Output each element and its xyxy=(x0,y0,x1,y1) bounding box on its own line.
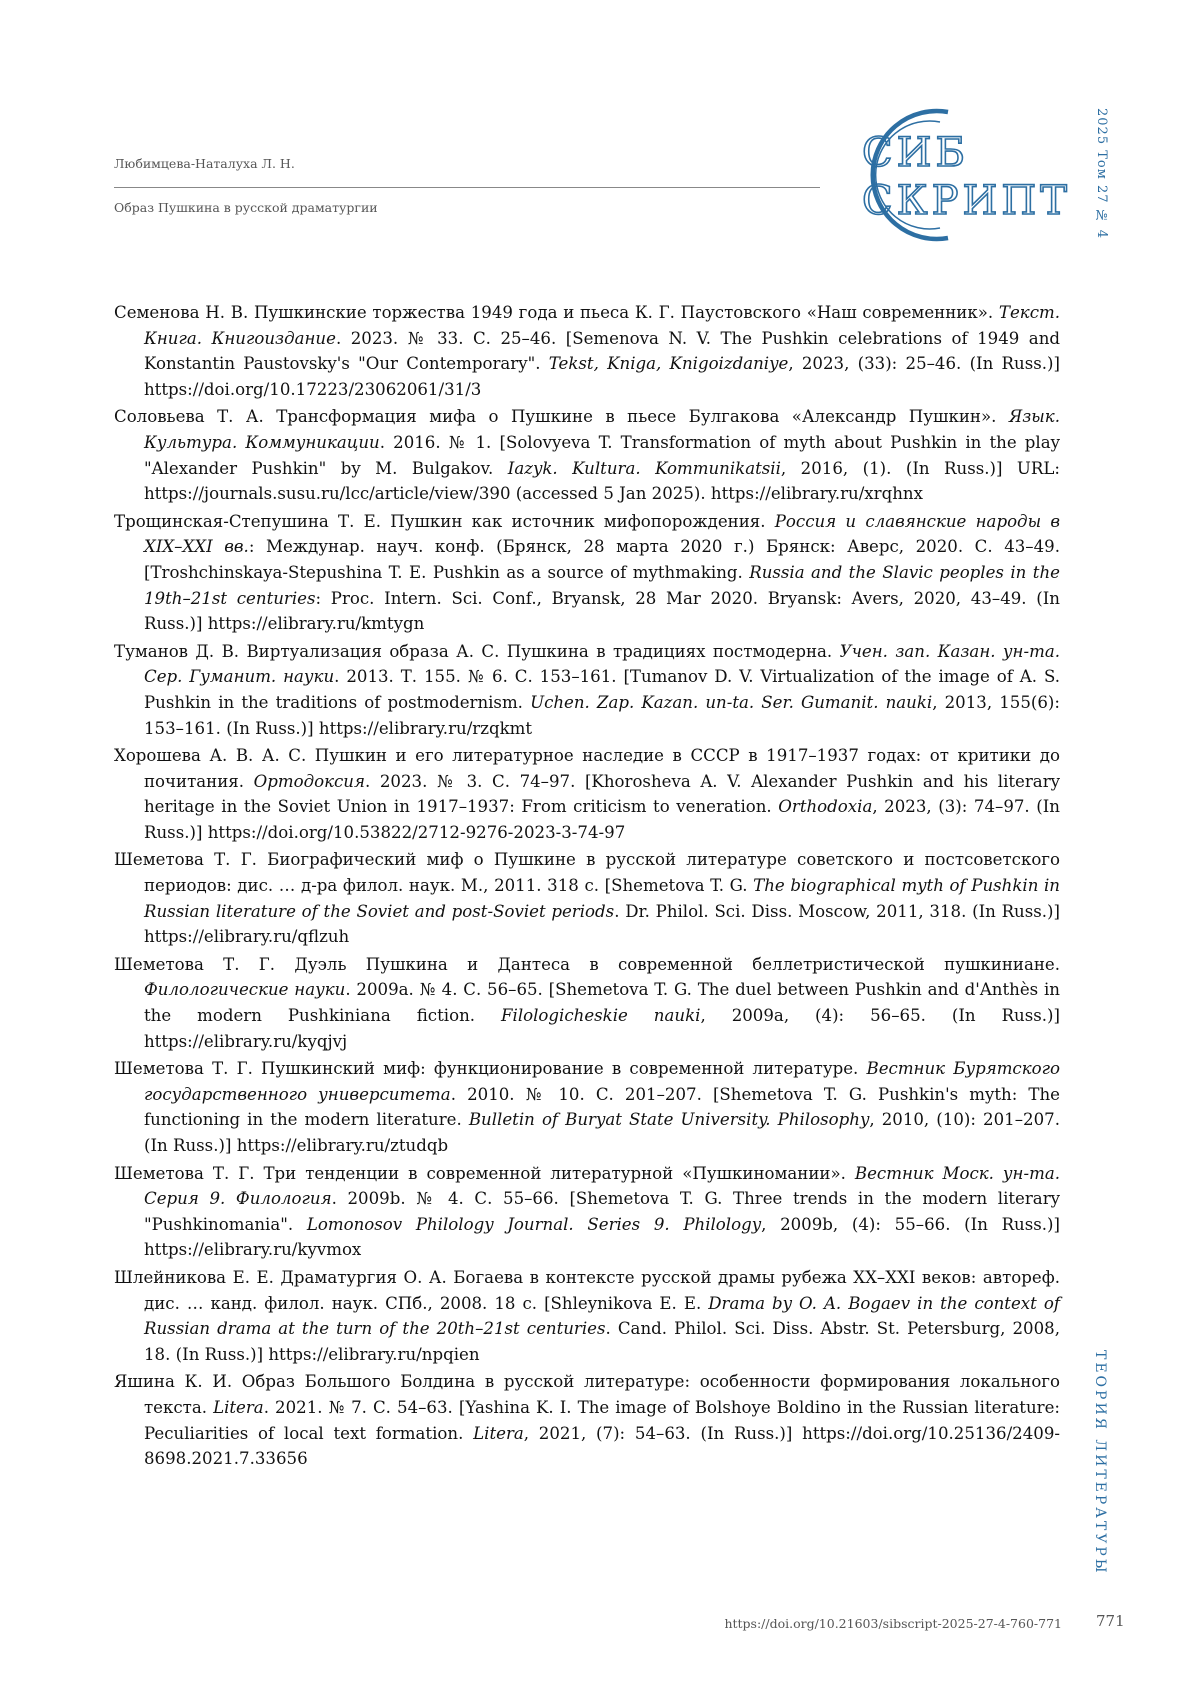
reference-text: , 2023, (33): 25–46. (In Russ.)] https://doi.org/10.17223/23062061/31/3 xyxy=(144,354,1060,399)
volume-issue-label: 2025 Том 27 № 4 xyxy=(1094,108,1109,239)
reference-item xyxy=(114,509,1060,637)
reference-source-title: The biographical myth of Pushkin in Russian literature of the Soviet and post-Soviet periods xyxy=(144,876,1060,921)
reference-source-title: Bulletin of Buryat State University. Philosophy xyxy=(469,1110,869,1129)
reference-text: . 2013. Т. 155. № 6. С. 153–161. [Tumanov D. V. Virtualization of the image of A. S. Pushkin in the traditions of postmodernism. xyxy=(144,667,1060,712)
reference-source-title: Россия и славянские народы в XIX–XXI вв. xyxy=(144,512,1060,557)
reference-text: , 2009b, (4): 55–66. (In Russ.)] https://elibrary.ru/kyvmox xyxy=(144,1215,1060,1260)
logo-line-1: СИБ xyxy=(862,130,969,176)
reference-text: : Междунар. науч. конф. (Брянск, 28 марта 2020 г.) Брянск: Аверс, 2020. С. 43–49. [Troshchinskaya-Stepushina T. E. Pushkin as a source of mythmaking. xyxy=(144,537,1060,582)
reference-item xyxy=(114,847,1060,949)
reference-text: . Dr. Philol. Sci. Diss. Moscow, 2011, 318. (In Russ.)] https://elibrary.ru/qflzuh xyxy=(144,902,1060,947)
reference-source-title: Litera xyxy=(213,1398,264,1417)
reference-source-title: Lomonosov Philology Journal. Series 9. Philology xyxy=(307,1215,761,1234)
reference-text: Шеметова Т. Г. Пушкинский миф: функционирование в современной литературе. xyxy=(114,1059,867,1078)
reference-source-title: Язык. Культура. Коммуникации xyxy=(144,407,1060,452)
running-head-title: Образ Пушкина в русской драматургии xyxy=(114,200,378,215)
reference-source-title: Ортодоксия xyxy=(254,772,365,791)
reference-text: Соловьева Т. А. Трансформация мифа о Пушкине в пьесе Булгакова «Александр Пушкин». xyxy=(114,407,1009,426)
reference-source-title: Uchen. Zap. Kazan. un-ta. Ser. Gumanit. nauki xyxy=(530,693,932,712)
reference-item xyxy=(114,1369,1060,1471)
running-head-author: Любимцева-Наталуха Л. Н. xyxy=(114,156,295,171)
reference-item xyxy=(114,1265,1060,1367)
reference-text: , 2016, (1). (In Russ.)] URL: https://journals.susu.ru/lcc/article/view/390 (accessed 5 Jan 2025). https://elibrary.ru/xrqhnx xyxy=(144,459,1060,504)
reference-source-title: Tekst, Kniga, Knigoizdaniye xyxy=(549,354,789,373)
reference-source-title: Litera xyxy=(473,1424,524,1443)
reference-text: Шлейникова Е. Е. Драматургия О. А. Богаева в контексте русской драмы рубежа XX–XXI веков: автореф. дис. … канд. филол. наук. СПб., 2008. 18 с. [Shleynikova E. E. xyxy=(114,1268,1060,1313)
reference-source-title: Russia and the Slavic peoples in the 19th–21st centuries xyxy=(144,563,1060,608)
reference-text: , 2009a, (4): 56–65. (In Russ.)] https://elibrary.ru/kyqjvj xyxy=(144,1006,1060,1051)
logo-line-2: СКРИПТ xyxy=(862,178,1068,224)
reference-text: . Cand. Philol. Sci. Diss. Abstr. St. Petersburg, 2008, 18. (In Russ.)] https://elibrary.ru/npqien xyxy=(144,1319,1060,1364)
reference-text: Трощинская-Степушина Т. Е. Пушкин как источник мифопорождения. xyxy=(114,512,775,531)
reference-text: . 2010. № 10. С. 201–207. [Shemetova T. G. Pushkin's myth: The functioning in the modern literature. xyxy=(144,1085,1060,1130)
reference-source-title: Учен. зап. Казан. ун-та. Сер. Гуманит. науки xyxy=(144,642,1060,687)
reference-text: Семенова Н. В. Пушкинские торжества 1949 года и пьеса К. Г. Паустовского «Наш современник». xyxy=(114,303,999,322)
reference-item xyxy=(114,404,1060,506)
reference-source-title: Филологические науки xyxy=(144,980,345,999)
reference-list xyxy=(114,300,1060,1474)
reference-text: , 2021, (7): 54–63. (In Russ.)] https://doi.org/10.25136/2409-8698.2021.7.33656 xyxy=(144,1424,1060,1469)
reference-text: Туманов Д. В. Виртуализация образа А. С. Пушкина в традициях постмодерна. xyxy=(114,642,840,661)
reference-text: Хорошева А. В. А. С. Пушкин и его литературное наследие в СССР в 1917–1937 годах: от критики до почитания. xyxy=(114,746,1060,791)
footer-doi: https://doi.org/10.21603/sibscript-2025-27-4-760-771 xyxy=(724,1616,1062,1631)
reference-text: Яшина К. И. Образ Большого Болдина в русской литературе: особенности формирования локального текста. xyxy=(114,1372,1060,1417)
section-label: ТЕОРИЯ ЛИТЕРАТУРЫ xyxy=(1092,1350,1108,1576)
journal-logo xyxy=(836,108,1068,242)
reference-item xyxy=(114,300,1060,402)
reference-text: . 2009a. № 4. С. 56–65. [Shemetova T. G. The duel between Pushkin and d'Anthès in the modern Pushkiniana fiction. xyxy=(144,980,1060,1025)
reference-text: , 2023, (3): 74–97. (In Russ.)] https://doi.org/10.53822/2712-9276-2023-3-74-97 xyxy=(144,797,1060,842)
reference-text: . 2009b. № 4. С. 55–66. [Shemetova T. G. Three trends in the modern literary "Pushkinomania". xyxy=(144,1189,1060,1234)
reference-item xyxy=(114,1056,1060,1158)
reference-text: Шеметова Т. Г. Биографический миф о Пушкине в русской литературе советского и постсоветского периодов: дис. … д-ра филол. наук. М., 2011. 318 с. [Shemetova T. G. xyxy=(114,850,1060,895)
reference-item xyxy=(114,639,1060,741)
reference-item xyxy=(114,952,1060,1054)
reference-text: . 2023. № 33. С. 25–46. [Semenova N. V. The Pushkin celebrations of 1949 and Konstantin Paustovsky's "Our Contemporary". xyxy=(144,329,1060,374)
reference-text: , 2013, 155(6): 153–161. (In Russ.)] https://elibrary.ru/rzqkmt xyxy=(144,693,1060,738)
reference-source-title: Текст. Книга. Книгоиздание xyxy=(144,303,1060,348)
reference-item xyxy=(114,1161,1060,1263)
reference-text: , 2010, (10): 201–207. (In Russ.)] https://elibrary.ru/ztudqb xyxy=(144,1110,1060,1155)
reference-source-title: Filologicheskie nauki xyxy=(501,1006,700,1025)
reference-text: . 2023. № 3. С. 74–97. [Khorosheva A. V. Alexander Pushkin and his literary heritage in the Soviet Union in 1917–1937: From criticism to veneration. xyxy=(144,772,1060,817)
reference-text: . 2016. № 1. [Solovyeva T. Transformation of myth about Pushkin in the play "Alexander Pushkin" by M. Bulgakov. xyxy=(144,433,1060,478)
reference-source-title: Drama by O. A. Bogaev in the context of Russian drama at the turn of the 20th–21st centuries xyxy=(144,1294,1060,1339)
reference-source-title: Вестник Моск. ун-та. Серия 9. Филология xyxy=(144,1164,1060,1209)
reference-text: : Proc. Intern. Sci. Conf., Bryansk, 28 Mar 2020. Bryansk: Avers, 2020, 43–49. (In Russ.)] https://elibrary.ru/kmtygn xyxy=(144,589,1060,634)
reference-source-title: Iazyk. Kultura. Kommunikatsii xyxy=(508,459,781,478)
reference-source-title: Orthodoxia xyxy=(778,797,872,816)
reference-text: Шеметова Т. Г. Три тенденции в современной литературной «Пушкиномании». xyxy=(114,1164,855,1183)
reference-item xyxy=(114,743,1060,845)
reference-source-title: Вестник Бурятского государственного университета xyxy=(144,1059,1060,1104)
reference-text: . 2021. № 7. С. 54–63. [Yashina K. I. The image of Bolshoye Boldino in the Russian literature: Peculiarities of local text formation. xyxy=(144,1398,1060,1443)
header-divider xyxy=(114,187,820,188)
reference-text: Шеметова Т. Г. Дуэль Пушкина и Дантеса в современной беллетристической пушкиниане. xyxy=(114,955,1060,974)
page-number: 771 xyxy=(1096,1612,1125,1630)
